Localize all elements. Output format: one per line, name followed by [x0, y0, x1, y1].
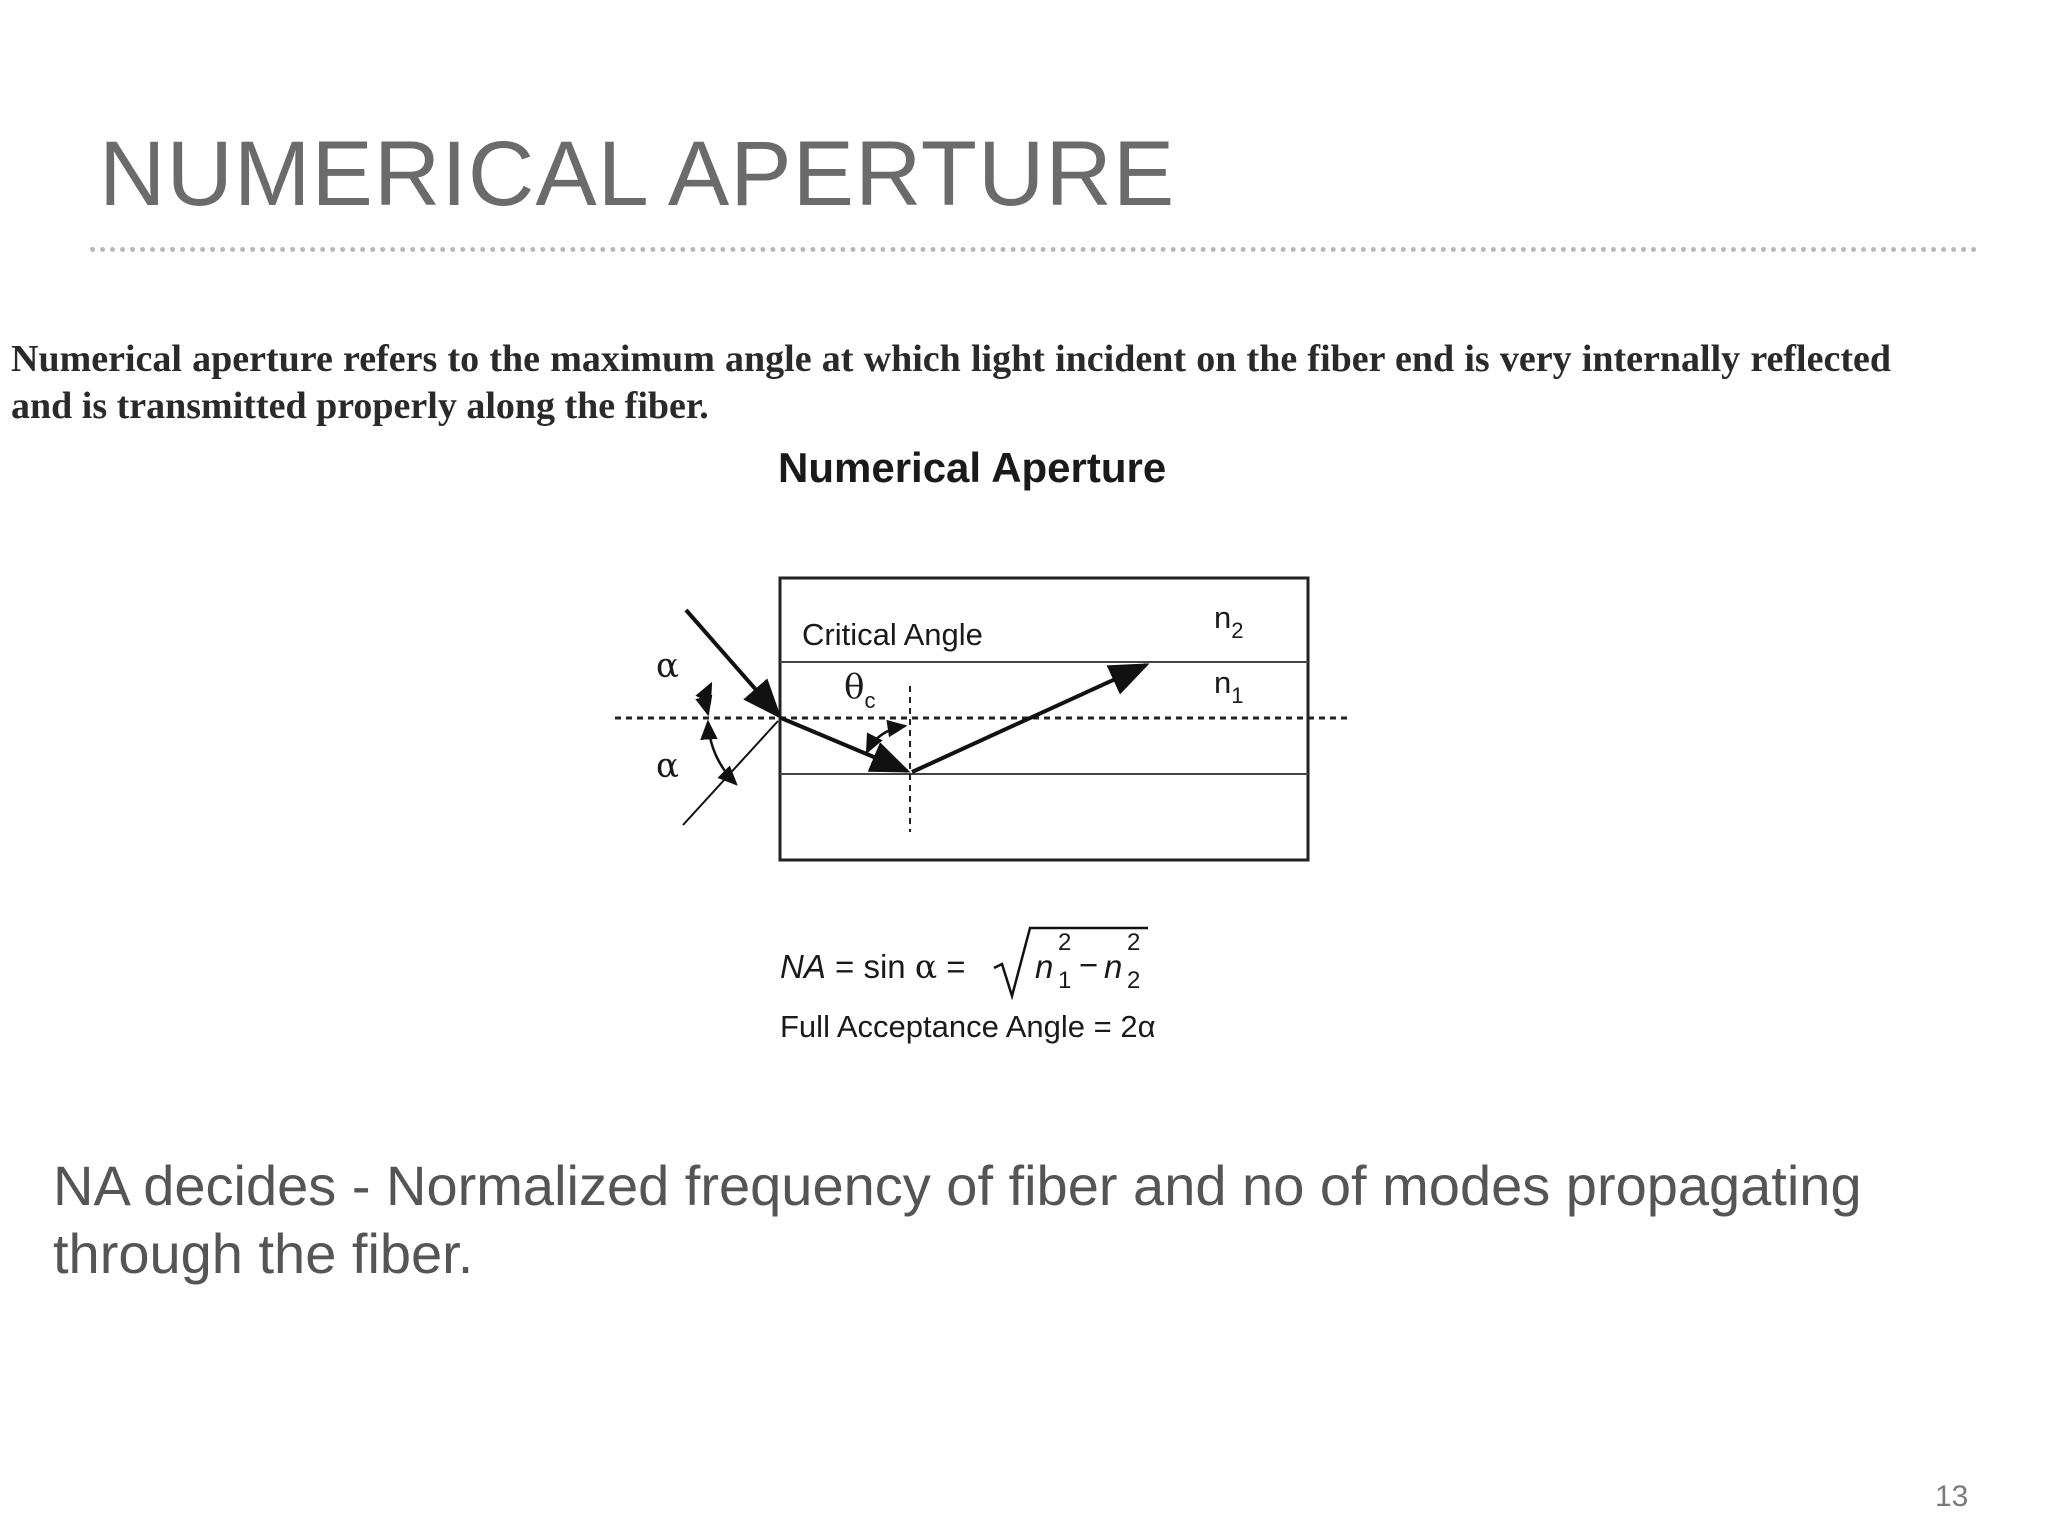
na-formula	[780, 928, 1148, 996]
definition-text: Numerical aperture refers to the maximum angle at which light incident on the fiber end is very internally reflected and is transmitted properly along the fiber.	[11, 338, 1891, 427]
acceptance-angle-text: Full Acceptance Angle = 2α	[780, 1009, 1156, 1044]
cladding-index-label: $n_2$	[1214, 600, 1244, 643]
formula-term-n2-sup: 2	[1127, 929, 1141, 956]
alpha-arc-upper	[707, 684, 711, 714]
slide-title: NUMERICAL APERTURE	[99, 123, 1176, 225]
critical-angle-label: Critical Angle	[802, 617, 983, 652]
acceptance-cone-lower	[683, 721, 778, 825]
critical-angle-arc	[867, 726, 905, 752]
formula-term-n2: n	[1104, 948, 1123, 985]
alpha-arc-lower	[708, 722, 736, 784]
formula-term-n1-sup: 2	[1058, 929, 1072, 956]
formula-lhs: NA = sin α =	[780, 947, 966, 986]
formula-term-n1: n	[1035, 948, 1054, 985]
formula-minus: −	[1079, 946, 1099, 983]
alpha-label-upper: α	[656, 646, 679, 686]
numerical-aperture-diagram	[580, 440, 1380, 1060]
theta-c-label: $\theta_c$	[844, 667, 876, 713]
title-divider	[90, 247, 1978, 252]
refracted-ray	[781, 718, 907, 771]
diagram-title: Numerical Aperture	[778, 444, 1167, 491]
na-note-text: NA decides - Normalized frequency of fiber and no of modes propagating through the fiber.	[53, 1154, 1862, 1285]
alpha-label-lower: α	[656, 746, 679, 786]
formula-term-n2-sub: 2	[1127, 967, 1141, 994]
incident-ray	[686, 610, 779, 716]
page-number: 13	[1935, 1480, 1969, 1513]
formula-term-n1-sub: 1	[1058, 967, 1072, 994]
core-index-label: $n_1$	[1214, 665, 1244, 708]
